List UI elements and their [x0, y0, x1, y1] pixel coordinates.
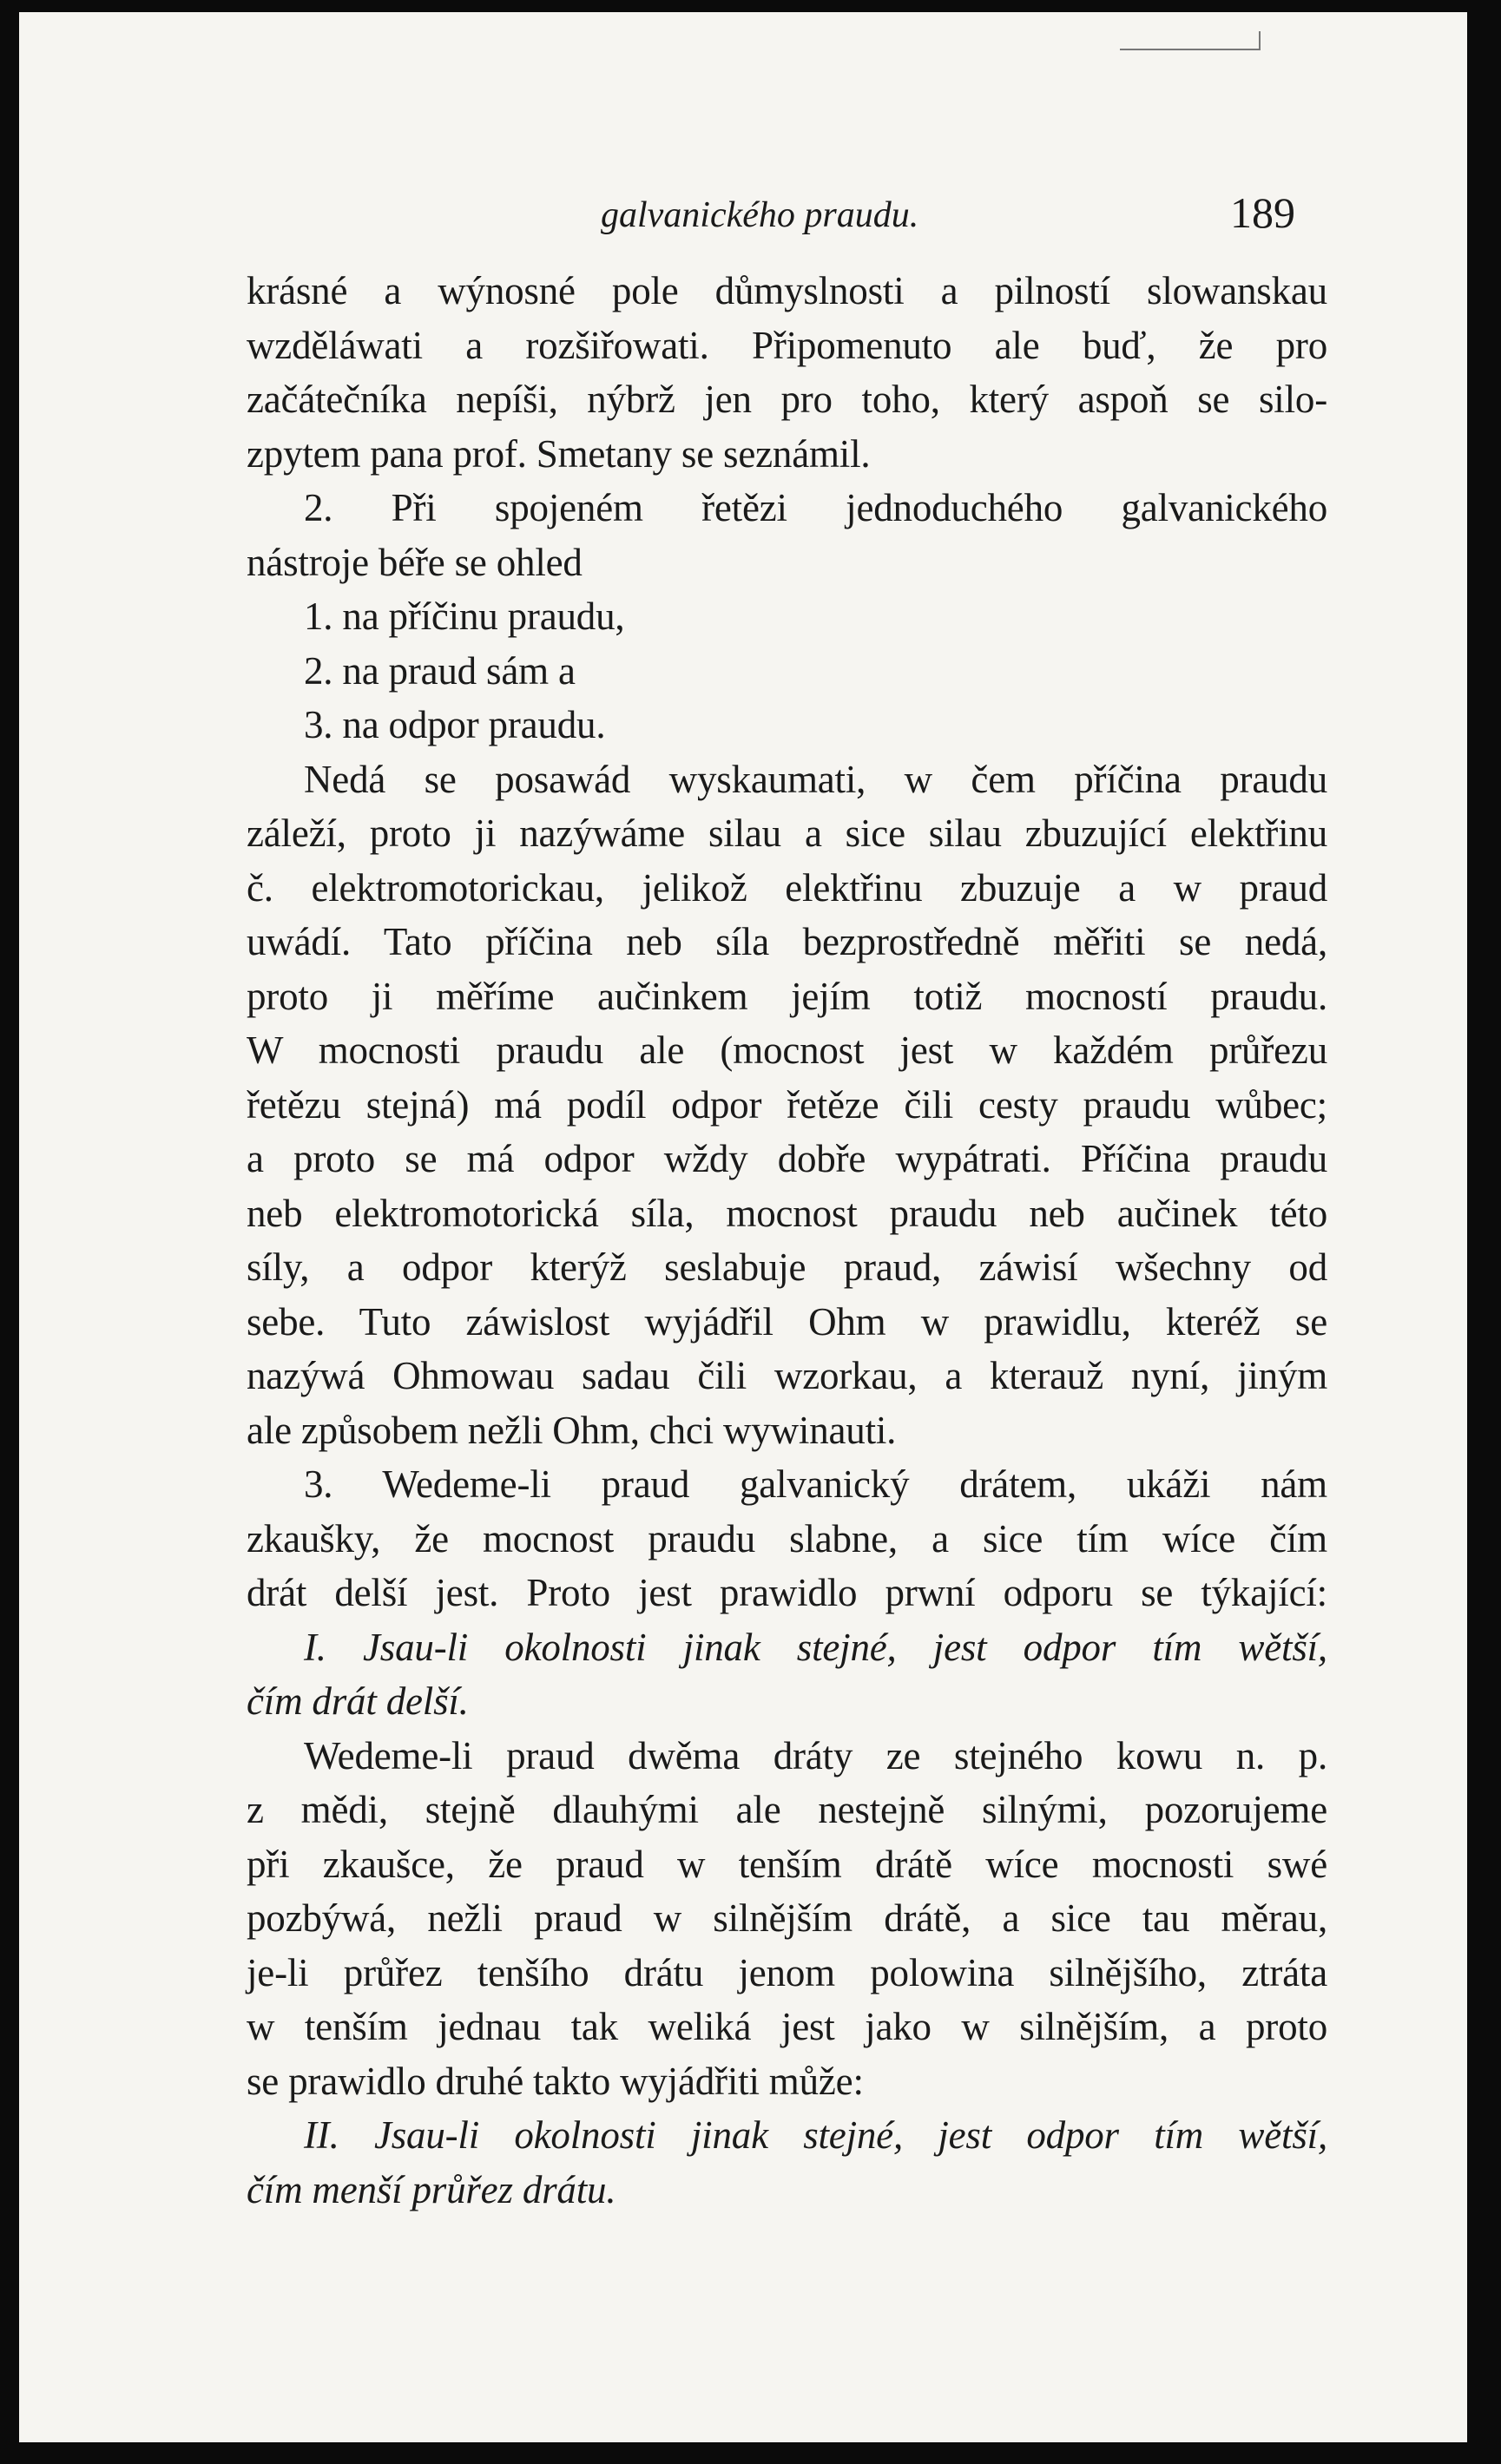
text-line: W mocnosti praudu ale (mocnost jest w každém průřezu: [247, 1028, 1327, 1072]
text-line: 3. Wedeme-li praud galvanický drátem, ukáži nám: [304, 1462, 1327, 1506]
page-header: [19, 186, 1321, 238]
text-line: w tenším jednau tak weliká jest jako w silnějším, a proto: [247, 2005, 1327, 2048]
rule-line: I. Jsau-li okolnosti jinak stejné, jest odpor tím wětší,: [304, 1625, 1327, 1669]
text-line: z mědi, stejně dlauhými ale nestejně silnými, pozorujeme: [247, 1788, 1327, 1831]
text-line: se prawidlo druhé takto wyjádřiti může:: [247, 2059, 864, 2103]
text-line: začátečníka nepíši, nýbrž jen pro toho, který aspoň se silo-: [247, 378, 1327, 421]
text-line: č. elektromotorickau, jelikož elektřinu zbuzuje a w praud: [247, 865, 1327, 910]
text-line: proto ji měříme aučinkem jejím totiž mocností praudu.: [247, 974, 1327, 1018]
text-line: zpytem pana prof. Smetany se seznámil.: [247, 431, 871, 476]
text-line: neb elektromotorická síla, mocnost praudu neb aučinek této: [247, 1191, 1327, 1235]
text-line: síly, a odpor kterýž seslabuje praud, záwisí wšechny od: [247, 1245, 1327, 1289]
text-line: ale způsobem nežli Ohm, chci wywinauti.: [247, 1408, 897, 1452]
text-line: sebe. Tuto záwislost wyjádřil Ohm w prawidlu, kteréž se: [247, 1299, 1327, 1344]
text-line: a proto se má odpor wždy dobře wypátrati. Příčina praudu: [247, 1137, 1327, 1180]
text-line: při zkaušce, že praud w tenším drátě wíce mocnosti swé: [247, 1842, 1327, 1886]
text-line: krásné a wýnosné pole důmyslnosti a pilností slowanskau: [247, 269, 1327, 312]
rule-line: II. Jsau-li okolnosti jinak stejné, jest odpor tím wětší,: [304, 2113, 1327, 2157]
text-line: Nedá se posawád wyskaumati, w čem příčina praudu: [304, 757, 1327, 801]
text-line: uwádí. Tato příčina neb síla bezprostředně měřiti se nedá,: [247, 920, 1327, 963]
text-line: řetězu stejná) má podíl odpor řetěze čili cesty praudu wůbec;: [247, 1082, 1327, 1127]
list-item: 2. na praud sám a: [304, 648, 576, 693]
text-line: nástroje béře se ohled: [247, 540, 583, 584]
text-line: drát delší jest. Proto jest prawidlo prwní odporu se týkající:: [247, 1571, 1327, 1614]
rule-line: čím menší průřez drátu.: [247, 2167, 616, 2211]
text-line: zkaušky, že mocnost praudu slabne, a sice tím wíce čím: [247, 1516, 1327, 1561]
text-line: 2. Při spojeném řetězi jednoduchého galvanického: [304, 486, 1327, 529]
text-line: wzděláwati a rozšiřowati. Připomenuto ale buď, že pro: [247, 323, 1327, 367]
text-line: záleží, proto ji nazýwáme silau a sice silau zbuzující elektřinu: [247, 811, 1327, 855]
list-item: 1. na příčinu praudu,: [304, 595, 625, 638]
body-text: [247, 264, 1327, 2217]
scan-edge-mark: [1120, 31, 1261, 50]
text-line: Wedeme-li praud dwěma dráty ze stejného kowu n. p.: [304, 1733, 1327, 1777]
list-item: 3. na odpor praudu.: [304, 703, 606, 746]
text-line: pozbýwá, nežli praud w silnějším drátě, a sice tau měrau,: [247, 1896, 1327, 1940]
page-number: 189: [1230, 188, 1295, 237]
text-line: nazýwá Ohmowau sadau čili wzorkau, a kterauž nyní, jiným: [247, 1354, 1327, 1397]
rule-line: čím drát delší.: [247, 1679, 469, 1723]
book-page: [19, 12, 1467, 2442]
text-line: je-li průřez tenšího drátu jenom polowina silnějšího, ztráta: [247, 1950, 1327, 1994]
running-title: galvanického praudu.: [601, 195, 919, 235]
